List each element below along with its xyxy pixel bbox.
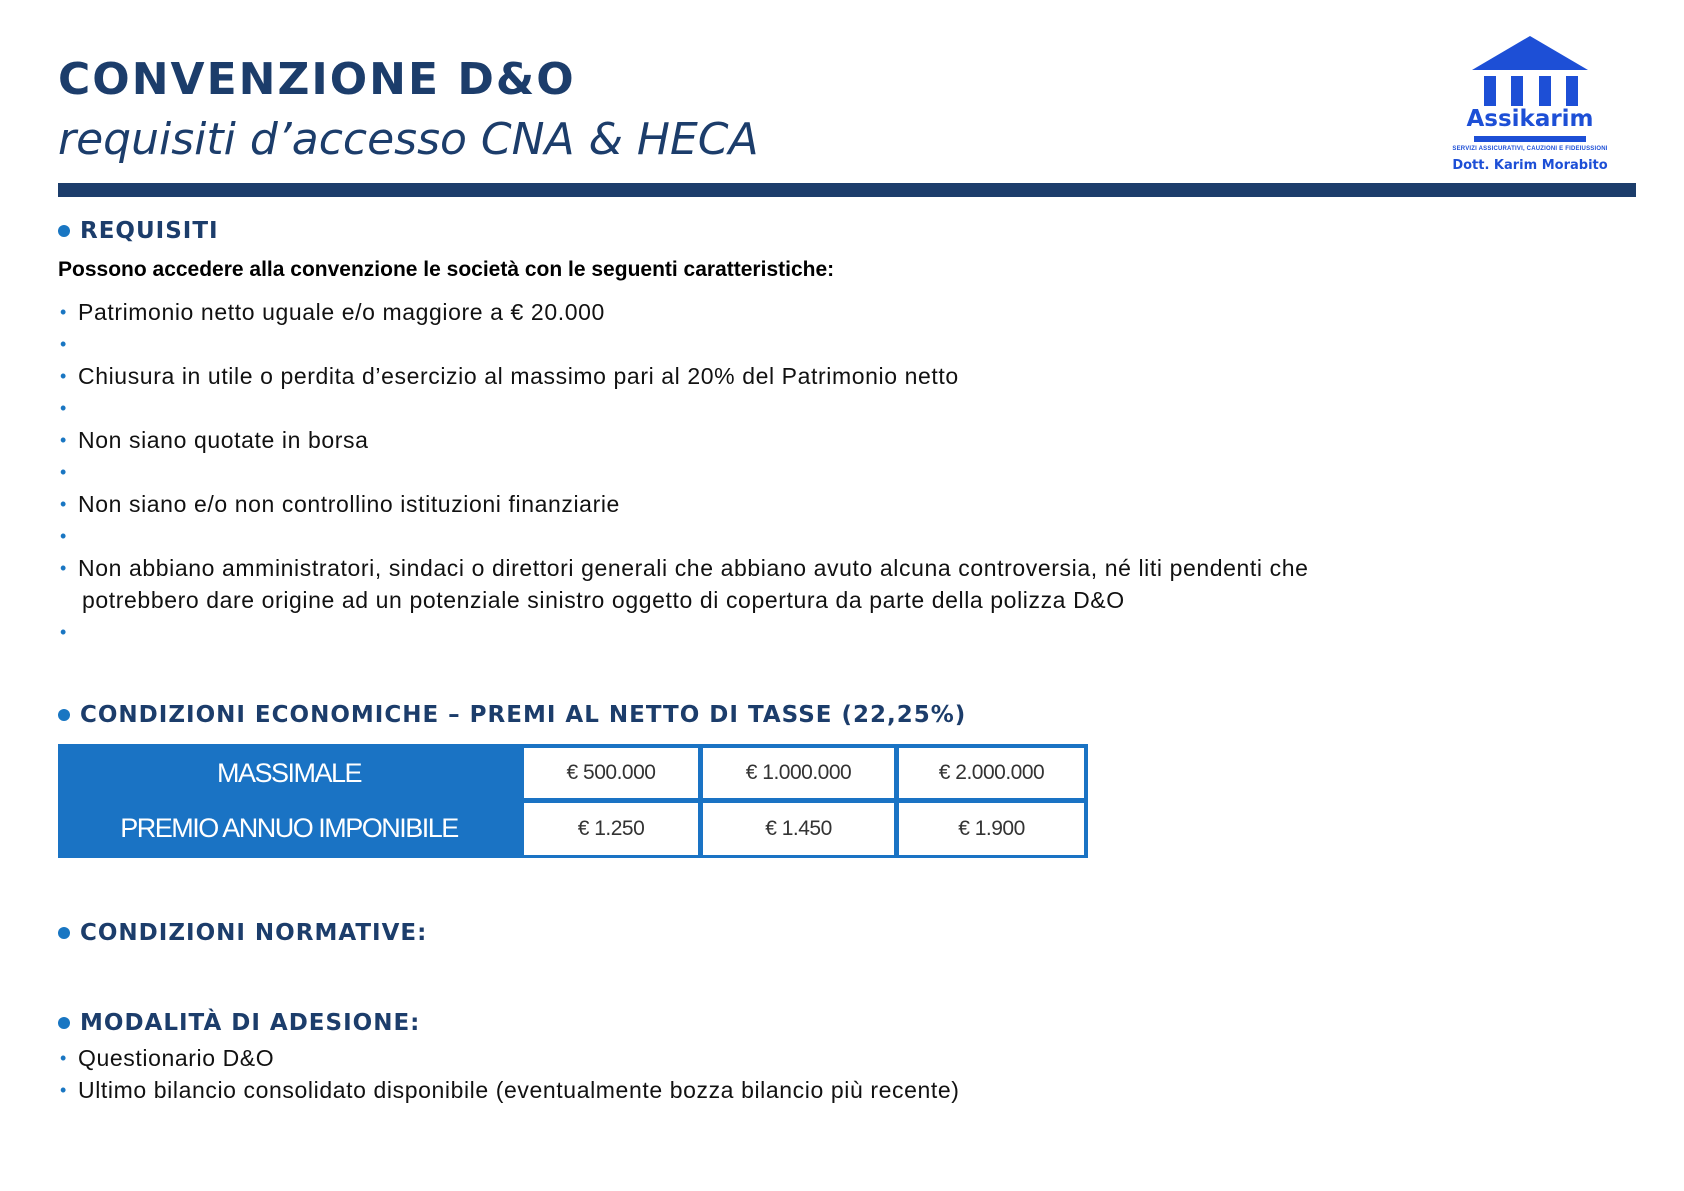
assikarim-logo — [1430, 36, 1630, 180]
section-requisiti — [58, 218, 219, 244]
list-item: • — [60, 334, 67, 354]
section-modalita-title: MODALITÀ DI ADESIONE: — [80, 1010, 421, 1036]
list-item: • Questionario D&O — [60, 1045, 275, 1071]
row-label-massimale: MASSIMALE — [216, 758, 362, 788]
logo-base — [1474, 136, 1586, 142]
header-divider — [58, 183, 1636, 197]
list-item: • — [60, 526, 67, 546]
table-cell-premio-2: € 1.450 — [703, 803, 894, 855]
section-requisiti-title: REQUISITI — [80, 218, 219, 244]
list-item: • Patrimonio netto uguale e/o maggiore a € 20.000 — [60, 299, 605, 325]
list-item: • Non siano quotate in borsa — [60, 427, 369, 453]
list-item: • Chiusura in utile o perdita d’esercizio al massimo pari al 20% del Patrimonio netto — [60, 363, 959, 389]
table-cell-premio-1: € 1.250 — [524, 803, 698, 855]
logo-columns-icon — [1484, 76, 1578, 106]
list-item: • Non abbiano amministratori, sindaci o direttori generali che abbiano avuto alcuna controversia, né liti pendenti che potrebbero dare origine ad un potenziale sinistro oggetto di copertura da parte della polizza D&O — [60, 555, 1309, 613]
table-cell-massimale-1: € 500.000 — [524, 748, 698, 798]
bullet-dot-icon — [58, 225, 70, 237]
table-cell-massimale-3: € 2.000.000 — [899, 748, 1084, 798]
section-condizioni-economiche — [58, 702, 966, 728]
logo-tagline: SERVIZI ASSICURATIVI, CAUZIONI E FIDEIUSSIONI — [1452, 146, 1608, 152]
table-cell-massimale-2: € 1.000.000 — [703, 748, 894, 798]
requisiti-list — [58, 296, 1309, 648]
premium-table — [58, 744, 1088, 858]
page-subtitle: requisiti d’accesso CNA & HECA — [58, 114, 759, 165]
bullet-dot-icon — [58, 927, 70, 939]
logo-owner: Dott. Karim Morabito — [1452, 158, 1608, 173]
list-item: • Non siano e/o non controllino istituzioni finanziarie — [60, 491, 620, 517]
section-condizioni-normative — [58, 920, 427, 946]
list-item: • Ultimo bilancio consolidato disponibile (eventualmente bozza bilancio più recente) — [60, 1077, 960, 1103]
logo-brand: Assikarim — [1466, 106, 1594, 132]
page-title: CONVENZIONE D&O — [58, 54, 576, 105]
section-modalita — [58, 1010, 420, 1036]
section-condizioni-economiche-title: CONDIZIONI ECONOMICHE – PREMI AL NETTO DI TASSE (22,25%) — [80, 702, 967, 728]
row-label-premio: PREMIO ANNUO IMPONIBILE — [120, 813, 458, 843]
bullet-dot-icon — [58, 709, 70, 721]
section-condizioni-normative-title: CONDIZIONI NORMATIVE: — [80, 920, 428, 946]
list-item: • — [60, 398, 67, 418]
bullet-dot-icon — [58, 1017, 70, 1029]
modalita-list — [58, 1042, 960, 1106]
table-cell-premio-3: € 1.900 — [899, 803, 1084, 855]
list-item: • — [60, 622, 67, 642]
requisiti-intro: Possono accedere alla convenzione le società con le seguenti caratteristiche: — [58, 258, 835, 281]
logo-roof-icon — [1472, 36, 1588, 70]
list-item: • — [60, 462, 67, 482]
